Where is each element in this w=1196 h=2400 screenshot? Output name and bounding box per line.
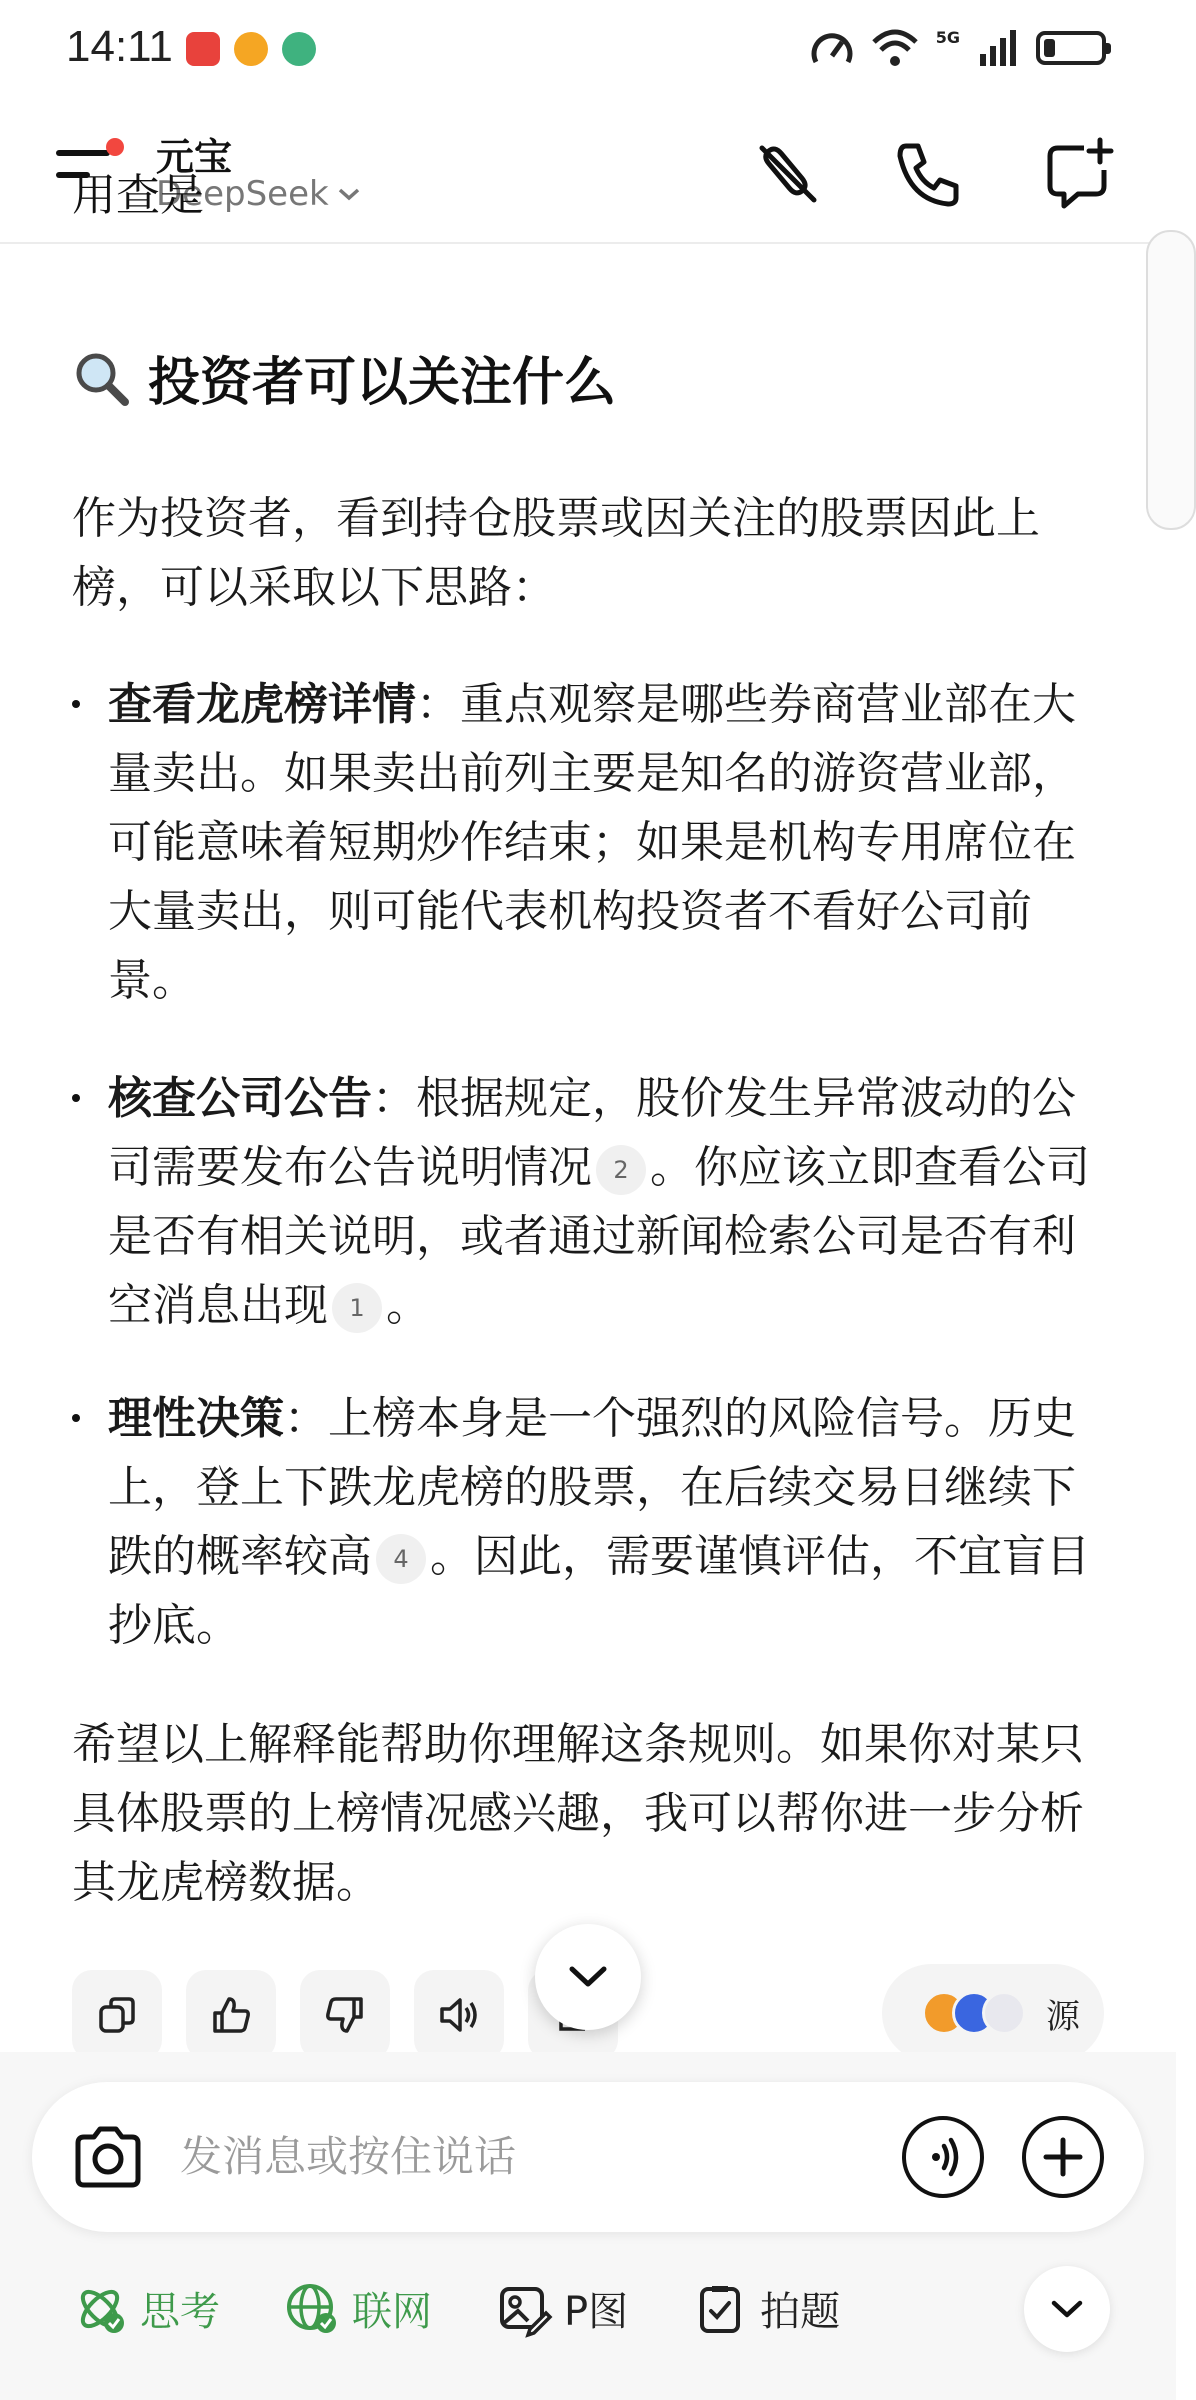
phone-icon[interactable] — [888, 134, 968, 214]
scroll-handle[interactable] — [1146, 230, 1196, 530]
photo-question-button[interactable] — [692, 2280, 840, 2337]
bullet-dot — [72, 700, 80, 708]
app-name: 元宝 — [156, 135, 233, 179]
chevron-down-icon — [568, 1964, 608, 1990]
bullet-separator: ： — [416, 679, 460, 730]
camera-icon[interactable] — [68, 2117, 148, 2197]
clipboard-check-icon — [692, 2281, 748, 2337]
plus-icon — [1026, 2120, 1100, 2194]
status-bar — [0, 0, 1176, 100]
wifi-icon — [872, 28, 918, 68]
sources-button[interactable] — [882, 1964, 1104, 2062]
bullet-dot — [72, 1094, 80, 1102]
citation-badge[interactable]: 4 — [376, 1534, 426, 1584]
add-attachment-button[interactable] — [1022, 2116, 1104, 2198]
tools-row — [72, 2280, 840, 2337]
bullet-text — [108, 670, 1112, 1015]
cut-off-text: 用查是 — [72, 170, 204, 221]
globe-icon — [284, 2281, 340, 2337]
citation-badge[interactable]: 2 — [596, 1145, 646, 1195]
citation-badge[interactable]: 1 — [332, 1283, 382, 1333]
battery-icon — [1036, 31, 1106, 65]
intro-paragraph: 作为投资者，看到持仓股票或因关注的股票因此上榜，可以采取以下思路： — [72, 493, 1040, 613]
image-edit-label: P图 — [564, 2289, 629, 2335]
bullet-body: 重点观察是哪些券商营业部在大量卖出。如果卖出前列主要是知名的游资营业部，可能意味着短期炒作结束；如果是机构专用席位在大量卖出，则可能代表机构投资者不看好公司前景。 — [108, 679, 1076, 1006]
dislike-button[interactable] — [300, 1970, 390, 2060]
battery-fill — [1044, 39, 1055, 57]
gesture-app-icon — [282, 32, 316, 66]
bullet-separator: ： — [372, 1073, 416, 1124]
composer-area — [0, 2052, 1176, 2400]
bullet-item — [72, 1064, 1112, 1340]
bullet-title: 核查公司公告 — [108, 1073, 372, 1124]
photo-question-label: 拍题 — [760, 2289, 841, 2335]
brain-atom-icon — [72, 2281, 128, 2337]
signal-icon — [978, 28, 1018, 68]
web-label: 联网 — [352, 2289, 432, 2335]
model-name: DeepSeek — [156, 174, 329, 214]
new-chat-icon[interactable] — [1040, 134, 1120, 214]
mute-icon[interactable] — [748, 134, 828, 214]
huawei-store-icon — [186, 32, 220, 66]
message-input[interactable] — [180, 2132, 880, 2181]
bullet-text — [108, 1064, 1112, 1340]
weibo-icon — [234, 32, 268, 66]
network-type: 5G — [935, 28, 960, 47]
message-input-box[interactable] — [32, 2082, 1144, 2232]
bullet-body: 。你应该立即查看公司是否有相关说明，或者通过新闻检索公司是否有利空消息出现 — [108, 1142, 1090, 1331]
voice-wave-icon — [906, 2120, 980, 2194]
voice-call-button[interactable] — [902, 2116, 984, 2198]
magnifier-icon — [72, 349, 130, 407]
think-toggle[interactable] — [72, 2280, 220, 2337]
speaker-icon — [436, 1993, 482, 2037]
bullet-dot — [72, 1414, 80, 1422]
web-search-toggle[interactable] — [284, 2280, 432, 2337]
bullet-title: 理性决策 — [108, 1393, 284, 1444]
like-button[interactable] — [186, 1970, 276, 2060]
bullet-body: 根据规定，股价发生异常波动的公司需要发布公告说明情况 — [108, 1073, 1076, 1193]
bullet-body: 上榜本身是一个强烈的风险信号。历史上，登上下跌龙虎榜的股票，在后续交易日继续下跌的概率较高 — [108, 1393, 1076, 1582]
bullet-separator: ： — [284, 1393, 328, 1444]
sources-label: 源 — [1046, 1996, 1080, 2037]
notification-dot — [106, 138, 124, 156]
thumbs-up-icon — [209, 1993, 253, 2037]
image-edit-icon — [496, 2281, 552, 2337]
expand-tools-button[interactable] — [1024, 2266, 1110, 2352]
bullet-body: 。 — [386, 1280, 430, 1331]
bullet-text — [108, 1384, 1112, 1660]
read-aloud-button[interactable] — [414, 1970, 504, 2060]
think-label: 思考 — [140, 2289, 220, 2335]
copy-button[interactable] — [72, 1970, 162, 2060]
status-time: 14:11 — [66, 22, 173, 71]
section-title-text: 投资者可以关注什么 — [148, 353, 617, 413]
bullet-title: 查看龙虎榜详情 — [108, 679, 416, 730]
thumbs-down-icon — [323, 1993, 367, 2037]
speed-icon — [810, 28, 854, 68]
scroll-to-bottom-button[interactable] — [535, 1924, 641, 2030]
source-avatar-icon — [982, 1991, 1026, 2035]
bullet-body: 。因此，需要谨慎评估，不宜盲目抄底。 — [108, 1531, 1090, 1651]
bullet-item — [72, 670, 1112, 1015]
section-title — [72, 340, 616, 415]
image-edit-button[interactable] — [496, 2280, 628, 2337]
chevron-down-icon — [1050, 2298, 1084, 2320]
menu-icon — [56, 150, 110, 156]
bullet-item — [72, 1384, 1112, 1660]
closing-paragraph: 希望以上解释能帮助你理解这条规则。如果你对某只具体股票的上榜情况感兴趣，我可以帮你进一步分析其龙虎榜数据。 — [72, 1719, 1084, 1908]
copy-icon — [95, 1993, 139, 2037]
